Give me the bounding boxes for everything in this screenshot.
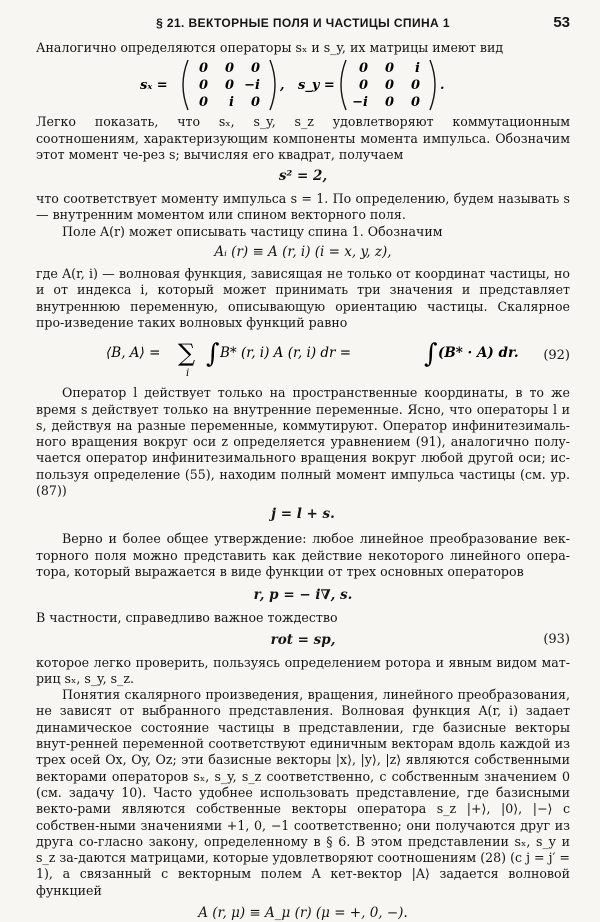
eq92-integral-2: ∫ [424,339,438,370]
page-number: 53 [553,14,570,31]
paragraph-8: В частности, справедливо важное тождество [36,610,338,626]
eq92-lhs: ⟨B, A⟩ = [106,345,161,362]
equation-number-93: (93) [543,631,570,647]
sx-cell-1-2: −i [244,78,260,94]
sy-cell-1-0: 0 [358,78,368,94]
sx-cell-0-0: 0 [198,61,208,77]
sx-cell-2-0: 0 [198,95,208,111]
equation-number-92: (92) [543,348,570,364]
paragraph-1: Аналогично определяются операторы sₓ и s_y, их матрицы имеют вид [36,40,504,55]
eq92-body: B* (r, i) A (r, i) dr = [220,345,352,362]
paragraph-6: Оператор l действует только на пространственные координаты, в то же время s действует только на внутренние переменные. Ясно, что операторы l и s, действуя на разные переменные, коммутируют. Оператор инфинитезималь-ного вращения вокруг оси z определяется уравнением (91), аналогично полу-чается оператор инфинитезимального вращения вокруг любой другой оси; ис-пользуя определение (55), находим полный момент импульса частицы (см. ур. (87)) [36,385,570,499]
running-header [36,14,570,40]
equation-A-components: Aᵢ (r) ≡ A (r, i) (i = x, y, z), [214,244,392,261]
sx-cell-0-2: 0 [250,61,260,77]
eq92-sum-index: i [186,368,190,380]
sy-cell-0-0: 0 [358,61,368,77]
equation-A-mu: A (r, μ) ≡ A_μ (r) (μ = +, 0, −). [198,904,408,921]
eq92-integral-1: ∫ [206,339,220,370]
section-title: § 21. ВЕКТОРНЫЕ ПОЛЯ И ЧАСТИЦЫ СПИНА 1 [156,16,450,30]
sy-cell-2-0: −i [352,95,368,111]
equation-93 [36,631,570,649]
paragraph-4: Поле A(r) может описывать частицу спина 1. Обозначим [62,223,443,239]
sx-cell-0-1: 0 [224,61,234,77]
sx-label: sₓ = [140,78,168,94]
sx-cell-1-1: 0 [224,78,234,94]
eq92-sum-sign: ∑ [178,339,196,368]
spin-matrices-svg [138,56,468,114]
paragraph-2: Легко показать, что sₓ, s_y, s_z удовлетворяют коммутационным соотношениям, характеризующим компоненты момента импульса. Обозначим этот момент че-рез s; вычисляя его квадрат, получаем [36,114,570,162]
equation-92 [36,333,570,379]
spin-matrices-equation [36,56,570,114]
equation-92-svg [106,333,536,379]
sx-left-paren [183,60,188,110]
sy-cell-0-1: 0 [384,61,394,77]
sx-cell-2-1: i [229,95,234,111]
paragraph-3: что соответствует моменту импульса s = 1. По определению, будем называть s — внутренним моментом или спином векторного поля. [36,191,570,223]
sy-cell-1-1: 0 [384,78,394,94]
sy-label: s_y = [298,78,335,94]
equation-s-squared: s² = 2, [278,168,328,185]
paragraph-10: Понятия скалярного произведения, вращения, линейного преобразования, не зависят от выбранного представления. Волновая функция A(r, i) задает динамическое состояние частицы в представлении, где базисные векторы внут-ренней переменной соответствуют единичным векторам вдоль каждой из трех осей Ox, Oy, Oz; эти базисные векторы |x⟩, |y⟩, |z⟩ являются собственными векторами операторов sₓ, s_y, s_z соответственно, с собственным значением 0 (см. задачу 10). Часто удобнее использовать представление, где базисными векто-рами являются собственные векторы оператора s_z |+⟩, |0⟩, |−⟩ с собствен-ными значениями +1, 0, −1 соответственно; они получаются друг из друга со-гласно закону, определенному в § 6. В этом представлении sₓ, s_y и s_z за-даются матрицами, которые удовлетворяют соотношениям (28) (с j = j′ = 1), а связанный с векторным полем A кет-вектор |A⟩ задается волновой функцией [36,687,570,898]
sy-cell-2-2: 0 [410,95,420,111]
sy-matrix [352,61,420,110]
sy-left-paren [341,60,346,110]
sy-cell-1-2: 0 [410,78,420,94]
eq92-rhs: (B* · A) dr. [438,345,519,362]
paragraph-9: которое легко проверить, пользуясь определением ротора и явным видом мат-риц sₓ, s_y, s_z. [36,654,570,686]
equation-basic-operators: r, p = − i∇, s. [253,587,353,604]
sy-right-paren [430,60,435,110]
matrix-separator: , [280,78,285,94]
sy-cell-2-1: 0 [384,95,394,111]
eq93-body: rot = sp, [270,631,336,648]
equation-total-angular-momentum: j = l + s. [271,506,335,523]
sx-cell-2-2: 0 [250,95,260,111]
sx-right-paren [270,60,275,110]
sx-matrix [199,61,260,110]
sy-cell-0-2: i [415,61,420,77]
sx-cell-1-0: 0 [198,78,208,94]
paragraph-5: где A(r, i) — волновая функция, зависящая не только от координат частицы, но и от индекса i, который может принимать три значения и представляет внутреннюю переменную, описывающую ориентацию частицы. Скалярное про-изведение таких волновых функций равно [36,266,570,330]
matrix-end-period: . [440,78,445,94]
paragraph-7: Верно и более общее утверждение: любое линейное преобразование век-торного поля можно представить как действие некоторого линейного опера-тора, который выражается в виде функции от трех основных операторов [36,531,570,579]
